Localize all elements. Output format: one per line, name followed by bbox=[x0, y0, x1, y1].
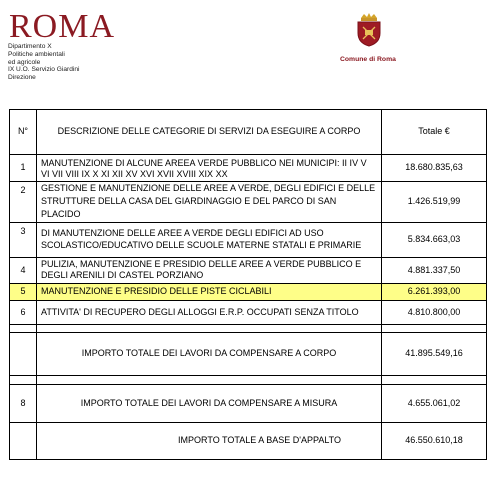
table-row bbox=[10, 181, 487, 222]
total-appalto-label: IMPORTO TOTALE A BASE D'APPALTO bbox=[37, 422, 382, 459]
department-line: IX U.O. Servizio Giardini bbox=[8, 66, 80, 74]
table-row bbox=[10, 222, 487, 257]
row-total: 1.426.519,99 bbox=[382, 181, 487, 222]
row-total: 18.680.835,63 bbox=[382, 155, 487, 182]
row-number: 4 bbox=[10, 257, 37, 283]
row-description: DI MANUTENZIONE DELLE AREE A VERDE DEGLI EDIFICI AD USO SCOLASTICO/EDUCATIVO DELLE SCUOLE MATERNE STATALI E PRIMARIE bbox=[37, 222, 382, 257]
total-column-header: Totale € bbox=[382, 110, 487, 155]
total-corpo-label: IMPORTO TOTALE DEI LAVORI DA COMPENSARE A CORPO bbox=[37, 332, 382, 375]
row-total: 4.810.800,00 bbox=[382, 300, 487, 324]
total-misura-label: IMPORTO TOTALE DEI LAVORI DA COMPENSARE A MISURA bbox=[37, 384, 382, 422]
roma-logo-title: ROMA bbox=[9, 8, 116, 45]
table-header-row bbox=[10, 110, 487, 155]
department-line: Politiche ambientali bbox=[8, 50, 65, 58]
total-corpo-row bbox=[10, 332, 487, 375]
table-row bbox=[10, 155, 487, 182]
description-column-header: DESCRIZIONE DELLE CATEGORIE DI SERVIZI DA ESEGUIRE A CORPO bbox=[37, 110, 382, 155]
spacer-row bbox=[10, 375, 487, 384]
department-line: Direzione bbox=[8, 74, 36, 82]
row-description: MANUTENZIONE E PRESIDIO DELLE PISTE CICLABILI bbox=[37, 283, 382, 300]
row-total: 6.261.393,00 bbox=[382, 283, 487, 300]
table-row bbox=[10, 257, 487, 283]
row-number: 5 bbox=[10, 283, 37, 300]
spacer-row bbox=[10, 324, 487, 332]
row-number: 1 bbox=[10, 155, 37, 182]
department-info bbox=[8, 43, 79, 82]
row-number: 3 bbox=[10, 222, 37, 257]
row-description: GESTIONE E MANUTENZIONE DELLE AREE A VERDE, DEGLI EDIFICI E DELLE STRUTTURE DELLA CASA DEL GIARDINAGGIO E DEL PARCO DI SAN PLACIDO bbox=[37, 181, 382, 222]
total-misura-row bbox=[10, 384, 487, 422]
department-line: Dipartimento X bbox=[8, 43, 52, 50]
row-number: 2 bbox=[10, 181, 37, 222]
letterhead bbox=[0, 0, 500, 108]
services-table bbox=[9, 109, 487, 460]
row-description: PULIZIA, MANUTENZIONE E PRESIDIO DELLE AREE A VERDE PUBBLICO E DEGLI ARENILI DI CASTEL PORZIANO bbox=[37, 257, 382, 283]
row-total: 4.881.337,50 bbox=[382, 257, 487, 283]
total-misura-value: 4.655.061,02 bbox=[382, 384, 487, 422]
total-appalto-row bbox=[10, 422, 487, 459]
misura-number: 8 bbox=[10, 384, 37, 422]
row-description: MANUTENZIONE DI ALCUNE AREEA VERDE PUBBLICO NEI MUNICIPI: II IV V VI VII VIII IX X XI XII XV XVI XVII XVIII XIX XX bbox=[37, 155, 382, 182]
roma-crest-icon bbox=[355, 13, 383, 47]
comune-label: Comune di Roma bbox=[340, 56, 396, 63]
number-column-header: N° bbox=[10, 110, 37, 155]
total-corpo-value: 41.895.549,16 bbox=[382, 332, 487, 375]
table-row bbox=[10, 300, 487, 324]
row-number: 6 bbox=[10, 300, 37, 324]
row-description: ATTIVITA' DI RECUPERO DEGLI ALLOGGI E.R.P. OCCUPATI SENZA TITOLO bbox=[37, 300, 382, 324]
total-appalto-value: 46.550.610,18 bbox=[382, 422, 487, 459]
table-row-highlighted bbox=[10, 283, 487, 300]
department-line: ed agricole bbox=[8, 58, 41, 66]
row-total: 5.834.663,03 bbox=[382, 222, 487, 257]
